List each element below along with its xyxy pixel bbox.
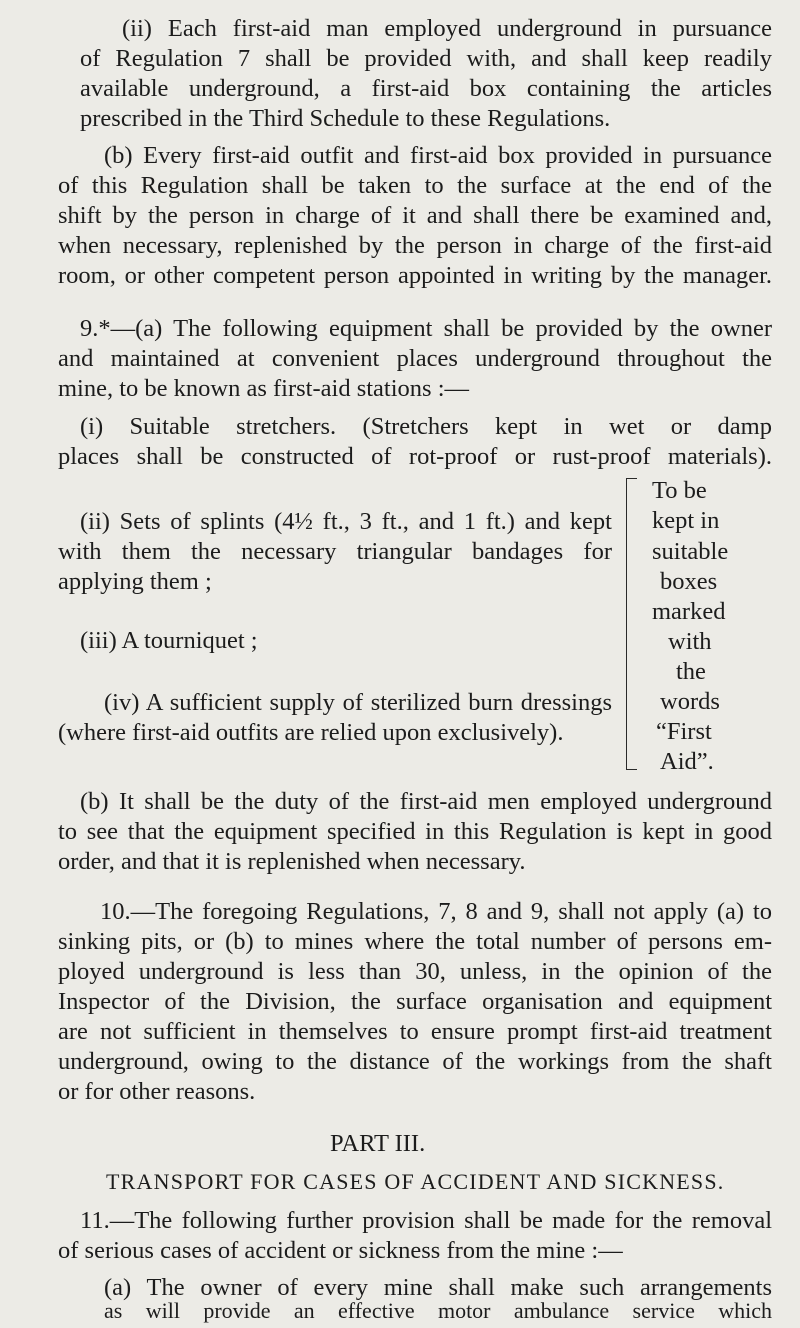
- list-item: applying them ;: [58, 568, 212, 595]
- side-note: the: [676, 658, 706, 685]
- side-note: with: [668, 628, 712, 655]
- list-item: (where first-aid outfits are relied upon exclusively).: [58, 719, 564, 746]
- text-line: to see that the equipment specified in this Regulation is kept in good: [58, 818, 772, 845]
- text-line: shift by the person in charge of it and shall there be examined and,: [58, 202, 772, 229]
- text-line: order, and that it is replenished when necessary.: [58, 848, 526, 875]
- list-item: (ii) Sets of splints (4½ ft., 3 ft., and 1 ft.) and kept: [80, 508, 612, 535]
- text-line: as will provide an effective motor ambulance service which: [104, 1298, 772, 1323]
- text-line: when necessary, replenished by the person in charge of the first-aid: [58, 232, 772, 259]
- text-line: ployed underground is less than 30, unless, in the opinion of the: [58, 958, 772, 985]
- side-note: boxes: [660, 568, 718, 595]
- text-line: (b) Every first-aid outfit and first-aid box provided in pursuance: [104, 142, 772, 169]
- regulation-9-heading: 9.*—(a) The following equipment shall be provided by the owner: [80, 315, 772, 342]
- text-line: underground, owing to the distance of the workings from the shaft: [58, 1048, 772, 1075]
- regulation-11-heading: 11.—The following further provision shall be made for the removal: [80, 1207, 772, 1234]
- side-note: To be: [652, 477, 707, 504]
- text-line: room, or other competent person appointed in writing by the manager.: [58, 262, 772, 289]
- text-line: available underground, a first-aid box containing the articles: [80, 75, 772, 102]
- text-line: are not sufficient in themselves to ensure prompt first-aid treatment: [58, 1018, 772, 1045]
- side-note: suitable: [652, 538, 729, 565]
- side-note: kept in: [652, 507, 720, 534]
- text-line: sinking pits, or (b) to mines where the total number of persons em-: [58, 928, 772, 955]
- text-line: of this Regulation shall be taken to the surface at the end of the: [58, 172, 772, 199]
- side-note: “First: [656, 718, 712, 745]
- curly-brace: [626, 478, 637, 770]
- regulation-10-heading: 10.—The foregoing Regulations, 7, 8 and 9, shall not apply (a) to: [100, 898, 772, 925]
- side-note: marked: [652, 598, 726, 625]
- text-line: Inspector of the Division, the surface organisation and equipment: [58, 988, 772, 1015]
- text-line: (a) The owner of every mine shall make such arrangements: [104, 1274, 772, 1301]
- text-line: places shall be constructed of rot-proof or rust-proof materials).: [58, 443, 772, 470]
- text-line: of serious cases of accident or sickness from the mine :—: [58, 1237, 623, 1264]
- text-line: (ii) Each first-aid man employed underground in pursuance: [122, 15, 772, 42]
- side-note: Aid”.: [660, 748, 714, 775]
- part-title: PART III.: [330, 1130, 426, 1157]
- side-note: words: [660, 688, 720, 715]
- text-line: (i) Suitable stretchers. (Stretchers kept in wet or damp: [80, 413, 772, 440]
- text-line: of Regulation 7 shall be provided with, and shall keep readily: [80, 45, 772, 72]
- text-line: mine, to be known as first-aid stations :—: [58, 375, 469, 402]
- list-item: (iii) A tourniquet ;: [80, 627, 258, 654]
- text-line: prescribed in the Third Schedule to these Regulations.: [80, 105, 611, 132]
- text-line: or for other reasons.: [58, 1078, 256, 1105]
- list-item: (iv) A sufficient supply of sterilized burn dressings: [104, 689, 612, 716]
- text-line: and maintained at convenient places underground throughout the: [58, 345, 772, 372]
- section-heading: TRANSPORT FOR CASES OF ACCIDENT AND SICKNESS.: [106, 1169, 725, 1194]
- list-item: with them the necessary triangular bandages for: [58, 538, 612, 565]
- text-line: (b) It shall be the duty of the first-aid men employed underground: [80, 788, 772, 815]
